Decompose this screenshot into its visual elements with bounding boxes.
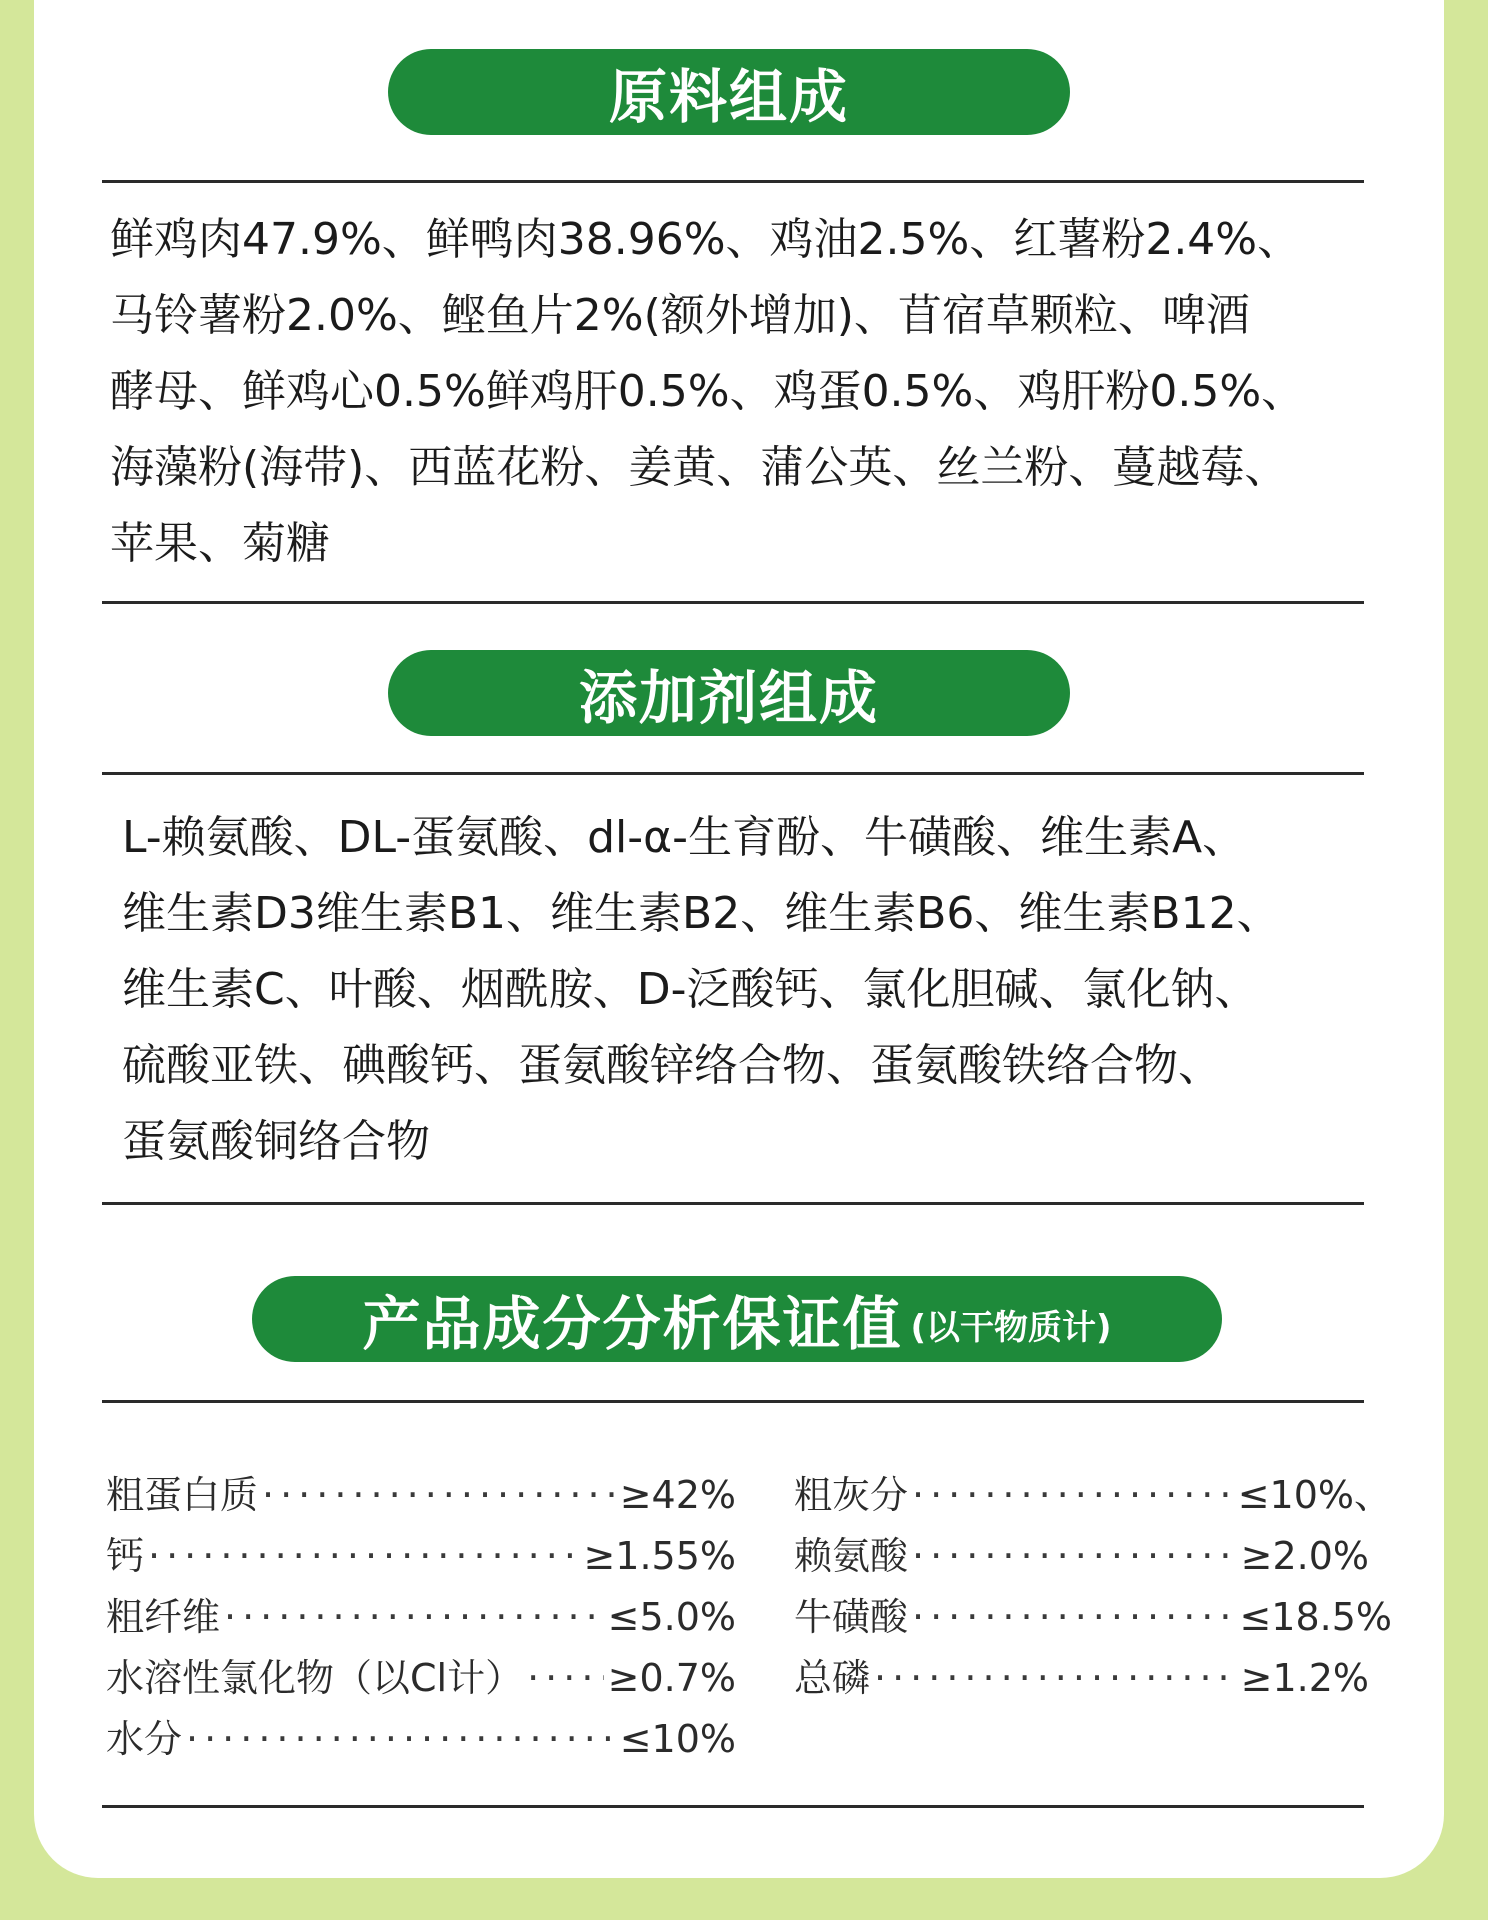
leader-dots <box>874 1656 1237 1700</box>
leader-dots <box>148 1534 579 1578</box>
additives-text: L-赖氨酸、DL-蛋氨酸、dl-α-生育酚、牛磺酸、维生素A、 维生素D3维生素B1、维生素B2、维生素B6、维生素B12、 维生素C、叶酸、烟酰胺、D-泛酸钙、氯化胆碱、氯化钠、 硫酸亚铁、碘酸钙、蛋氨酸锌络合物、蛋氨酸铁络合物、 蛋氨酸铜络合物 <box>122 812 1281 1167</box>
analysis-row <box>794 1525 1369 1578</box>
analysis-value: ≥42% <box>619 1473 736 1517</box>
leader-dots <box>912 1595 1235 1639</box>
analysis-row <box>106 1647 736 1700</box>
analysis-value: ≤10%、 <box>1237 1473 1392 1517</box>
analysis-title: 产品成分分析保证值 <box>362 1290 903 1358</box>
additives-bottom-rule <box>102 1202 1364 1205</box>
analysis-value: ≤5.0% <box>607 1595 736 1639</box>
analysis-label: 粗灰分 <box>794 1473 909 1517</box>
analysis-label: 粗蛋白质 <box>106 1473 259 1517</box>
ingredients-title-badge <box>388 49 1070 135</box>
leader-dots <box>527 1656 604 1700</box>
analysis-value: ≥0.7% <box>607 1656 736 1700</box>
leader-dots <box>224 1595 604 1639</box>
analysis-value: ≥2.0% <box>1240 1534 1369 1578</box>
leader-dots <box>912 1534 1237 1578</box>
analysis-label: 粗纤维 <box>106 1595 221 1639</box>
ingredients-text: 鲜鸡肉47.9%、鲜鸭肉38.96%、鸡油2.5%、红薯粉2.4%、 马铃薯粉2.0%、鲣鱼片2%(额外增加)、苜宿草颗粒、啤酒 酵母、鲜鸡心0.5%鲜鸡肝0.5%、鸡蛋0.5%、鸡肝粉0.5%、 海藻粉(海带)、西蓝花粉、姜黄、蒲公英、丝兰粉、蔓越莓、 苹果、菊糖 <box>110 214 1306 569</box>
leader-dots <box>912 1473 1234 1517</box>
leader-dots <box>186 1717 616 1761</box>
analysis-title-note: (以干物质计) <box>910 1307 1112 1348</box>
additives-top-rule <box>102 772 1364 775</box>
ingredients-bottom-rule <box>102 601 1364 604</box>
analysis-title-badge <box>252 1276 1222 1362</box>
analysis-label: 总磷 <box>794 1656 871 1700</box>
ingredients-top-rule <box>102 180 1364 183</box>
analysis-bottom-rule <box>102 1805 1364 1808</box>
analysis-top-rule <box>102 1400 1364 1403</box>
analysis-row <box>794 1586 1392 1639</box>
analysis-row <box>794 1464 1392 1517</box>
additives-title-badge <box>388 650 1070 736</box>
analysis-label: 水溶性氯化物（以Cl计） <box>106 1656 524 1700</box>
analysis-row <box>106 1525 736 1578</box>
analysis-row <box>106 1464 736 1517</box>
analysis-label: 钙 <box>106 1534 145 1578</box>
leader-dots <box>262 1473 616 1517</box>
analysis-label: 水分 <box>106 1717 183 1761</box>
analysis-row <box>106 1586 736 1639</box>
analysis-label: 赖氨酸 <box>794 1534 909 1578</box>
analysis-value: ≥1.2% <box>1240 1656 1369 1700</box>
analysis-label: 牛磺酸 <box>794 1595 909 1639</box>
ingredients-title: 原料组成 <box>608 63 849 131</box>
analysis-value: ≥1.55% <box>583 1534 736 1578</box>
additives-title: 添加剂组成 <box>578 664 879 732</box>
analysis-value: ≤10% <box>619 1717 736 1761</box>
analysis-value: ≤18.5% <box>1239 1595 1392 1639</box>
analysis-row <box>794 1647 1369 1700</box>
analysis-row <box>106 1708 736 1761</box>
